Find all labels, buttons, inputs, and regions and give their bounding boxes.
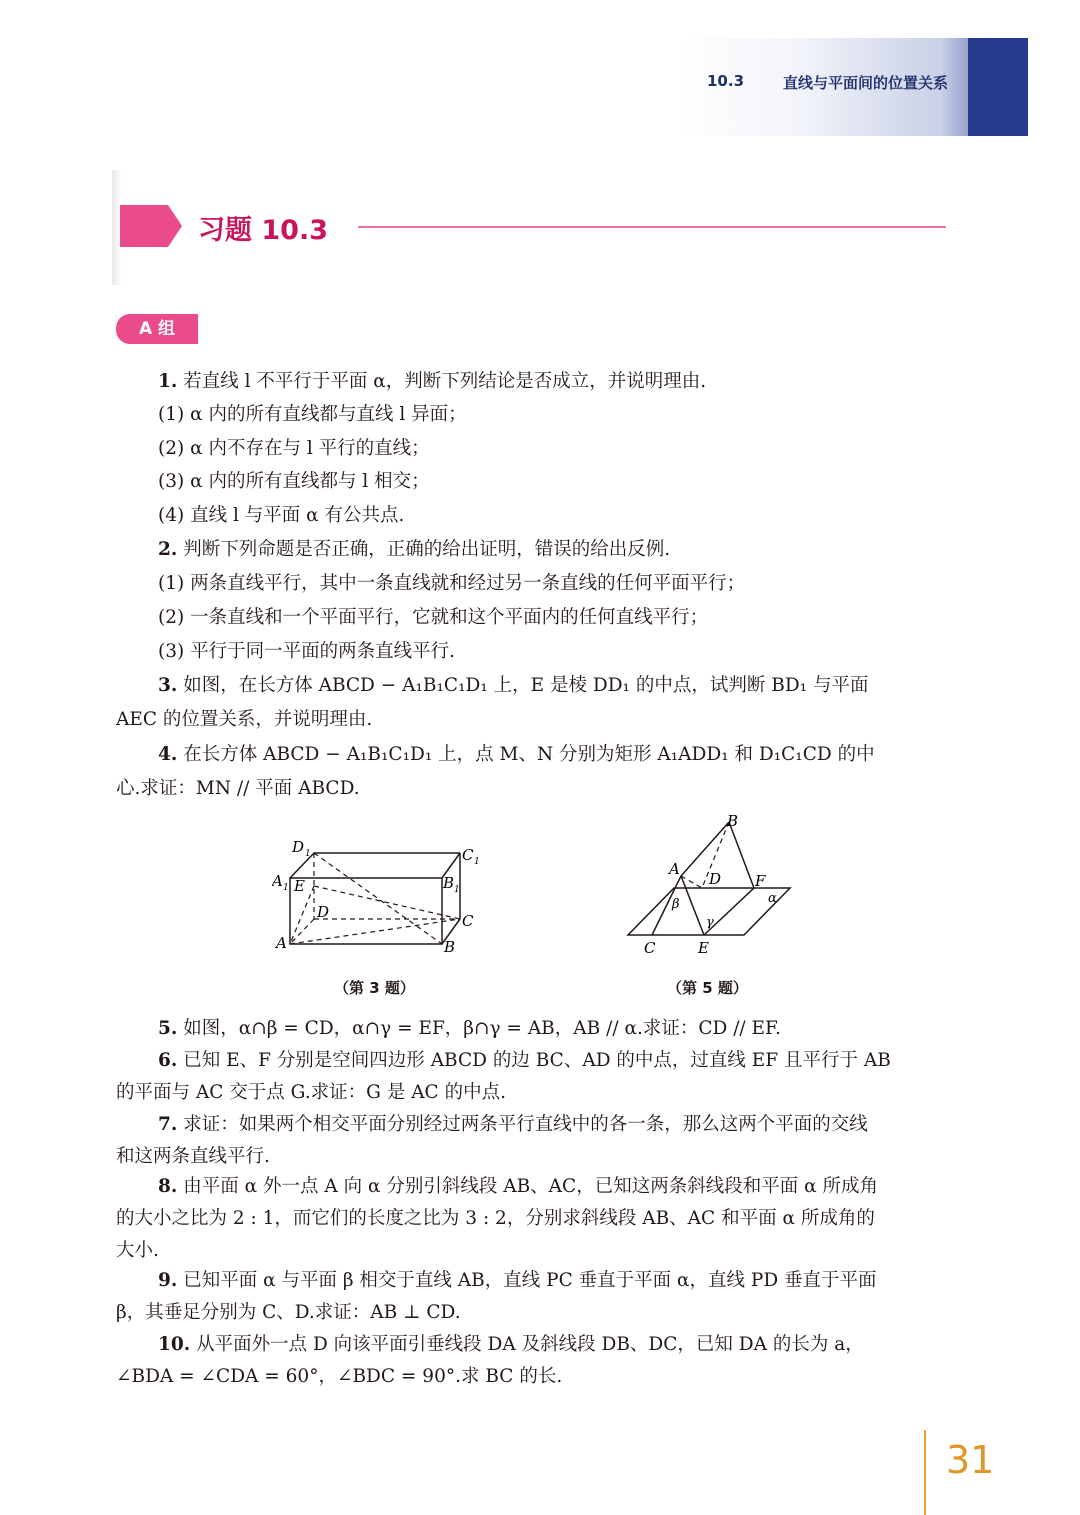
item-number: 1.	[158, 371, 178, 392]
item-text: 大小.	[116, 1240, 159, 1261]
exercise-item	[158, 1174, 878, 1200]
exercise-line	[116, 1364, 562, 1390]
item-number: 9.	[158, 1270, 178, 1291]
label-B: B	[727, 812, 739, 830]
item-number: 3.	[158, 675, 178, 696]
label-A: A	[669, 860, 680, 878]
exercise-item	[158, 537, 670, 563]
item-text: 的平面与 AC 交于点 G.求证：G 是 AC 的中点.	[116, 1082, 506, 1103]
figure-3-box	[272, 838, 482, 958]
exercise-item	[158, 1268, 877, 1294]
exercise-item	[158, 1332, 864, 1358]
item-number: 2.	[158, 539, 178, 560]
title-arrow-icon	[120, 205, 182, 247]
item-text: (2) α 内不存在与 l 平行的直线；	[158, 438, 430, 459]
item-number: 8.	[158, 1176, 178, 1197]
label-B1: B	[443, 874, 455, 892]
item-text: 求证：如果两个相交平面分别经过两条平行直线中的各一条，那么这两个平面的交线	[177, 1114, 868, 1135]
item-text: (1) α 内的所有直线都与直线 l 异面；	[158, 404, 467, 425]
label-F: F	[755, 872, 766, 890]
figure-5-caption: （第 5 题）	[667, 979, 748, 997]
exercise-line	[158, 469, 430, 495]
exercise-line	[158, 571, 745, 597]
svg-text:1: 1	[454, 885, 460, 895]
item-text: 已知平面 α 与平面 β 相交于直线 AB，直线 PC 垂直于平面 α，直线 PD 垂直于平面	[177, 1270, 877, 1291]
exercise-item	[158, 742, 875, 768]
label-A: A	[276, 934, 287, 952]
label-A1: A	[272, 872, 283, 890]
exercise-line	[116, 707, 372, 733]
exercise-line	[158, 639, 455, 665]
exercise-line	[158, 436, 430, 462]
item-text: 若直线 l 不平行于平面 α，判断下列结论是否成立，并说明理由.	[177, 371, 707, 392]
exercise-item	[158, 1112, 868, 1138]
header-accent	[968, 38, 1028, 136]
section-title: 直线与平面间的位置关系	[783, 74, 949, 92]
item-text: 和这两条直线平行.	[116, 1146, 270, 1167]
item-number: 7.	[158, 1114, 178, 1135]
item-text: AEC 的位置关系，并说明理由.	[116, 709, 373, 730]
item-number: 4.	[158, 744, 178, 765]
item-text: ∠BDA = ∠CDA = 60°，∠BDC = 90°.求 BC 的长.	[116, 1366, 563, 1387]
figure-5-planes	[624, 810, 794, 960]
exercise-item	[158, 1016, 781, 1042]
item-text: 如图，在长方体 ABCD − A₁B₁C₁D₁ 上，E 是棱 DD₁ 的中点，试判断 BD₁ 与平面	[177, 675, 869, 696]
label-beta: β	[672, 897, 680, 912]
item-text: (4) 直线 l 与平面 α 有公共点.	[158, 505, 405, 526]
item-text: (1) 两条直线平行，其中一条直线就和经过另一条直线的任何平面平行；	[158, 573, 746, 594]
exercise-line	[116, 776, 360, 802]
title-rule	[358, 226, 946, 228]
item-number: 6.	[158, 1050, 178, 1071]
item-text: β，其垂足分别为 C、D.求证：AB ⊥ CD.	[116, 1302, 461, 1323]
item-text: 心.求证：MN // 平面 ABCD.	[116, 778, 360, 799]
label-gamma: γ	[706, 915, 714, 930]
label-B: B	[444, 938, 456, 956]
label-E: E	[698, 939, 709, 957]
svg-text:1: 1	[474, 857, 480, 867]
item-text: 的大小之比为 2 : 1，而它们的长度之比为 3 : 2，分别求斜线段 AB、AC 和平面 α 所成角的	[116, 1208, 875, 1229]
exercise-title: 习题 10.3	[198, 215, 329, 246]
item-text: (3) 平行于同一平面的两条直线平行.	[158, 641, 455, 662]
exercise-line	[116, 1206, 875, 1232]
exercise-line	[116, 1238, 159, 1264]
item-text: (3) α 内的所有直线都与 l 相交；	[158, 471, 430, 492]
label-D: D	[317, 903, 330, 921]
figure-3-caption: （第 3 题）	[334, 979, 415, 997]
group-badge: A 组	[116, 314, 198, 344]
exercise-line	[158, 503, 404, 529]
label-D: D	[709, 870, 722, 888]
label-D1: D	[292, 838, 305, 856]
page-number: 31	[946, 1438, 995, 1482]
item-number: 10.	[158, 1334, 191, 1355]
exercise-item	[158, 369, 706, 395]
page-number-rule	[924, 1430, 926, 1515]
exercise-line	[116, 1144, 270, 1170]
label-C: C	[644, 939, 656, 957]
section-number: 10.3	[707, 72, 745, 90]
item-number: 5.	[158, 1018, 178, 1039]
exercise-item	[158, 673, 868, 699]
svg-text:1: 1	[305, 849, 311, 859]
exercise-item	[158, 1048, 891, 1074]
label-C: C	[462, 912, 474, 930]
item-text: 由平面 α 外一点 A 向 α 分别引斜线段 AB、AC，已知这两条斜线段和平面 α 所成角	[177, 1176, 878, 1197]
svg-text:1: 1	[283, 883, 289, 893]
exercise-line	[158, 605, 708, 631]
item-text: (2) 一条直线和一个平面平行，它就和这个平面内的任何直线平行；	[158, 607, 709, 628]
exercise-line	[158, 402, 467, 428]
label-C1: C	[462, 846, 474, 864]
label-E: E	[294, 877, 305, 895]
item-text: 已知 E、F 分别是空间四边形 ABCD 的边 BC、AD 的中点，过直线 EF 且平行于 AB	[177, 1050, 891, 1071]
exercise-line	[116, 1080, 506, 1106]
label-alpha: α	[768, 891, 777, 906]
item-text: 在长方体 ABCD − A₁B₁C₁D₁ 上，点 M、N 分别为矩形 A₁ADD₁ 和 D₁C₁CD 的中	[177, 744, 875, 765]
exercise-line	[116, 1300, 461, 1326]
item-text: 从平面外一点 D 向该平面引垂线段 DA 及斜线段 DB、DC，已知 DA 的长为 a，	[190, 1334, 864, 1355]
item-text: 判断下列命题是否正确，正确的给出证明，错误的给出反例.	[177, 539, 671, 560]
item-text: 如图，α∩β = CD，α∩γ = EF，β∩γ = AB，AB // α.求证：CD // EF.	[177, 1018, 781, 1039]
